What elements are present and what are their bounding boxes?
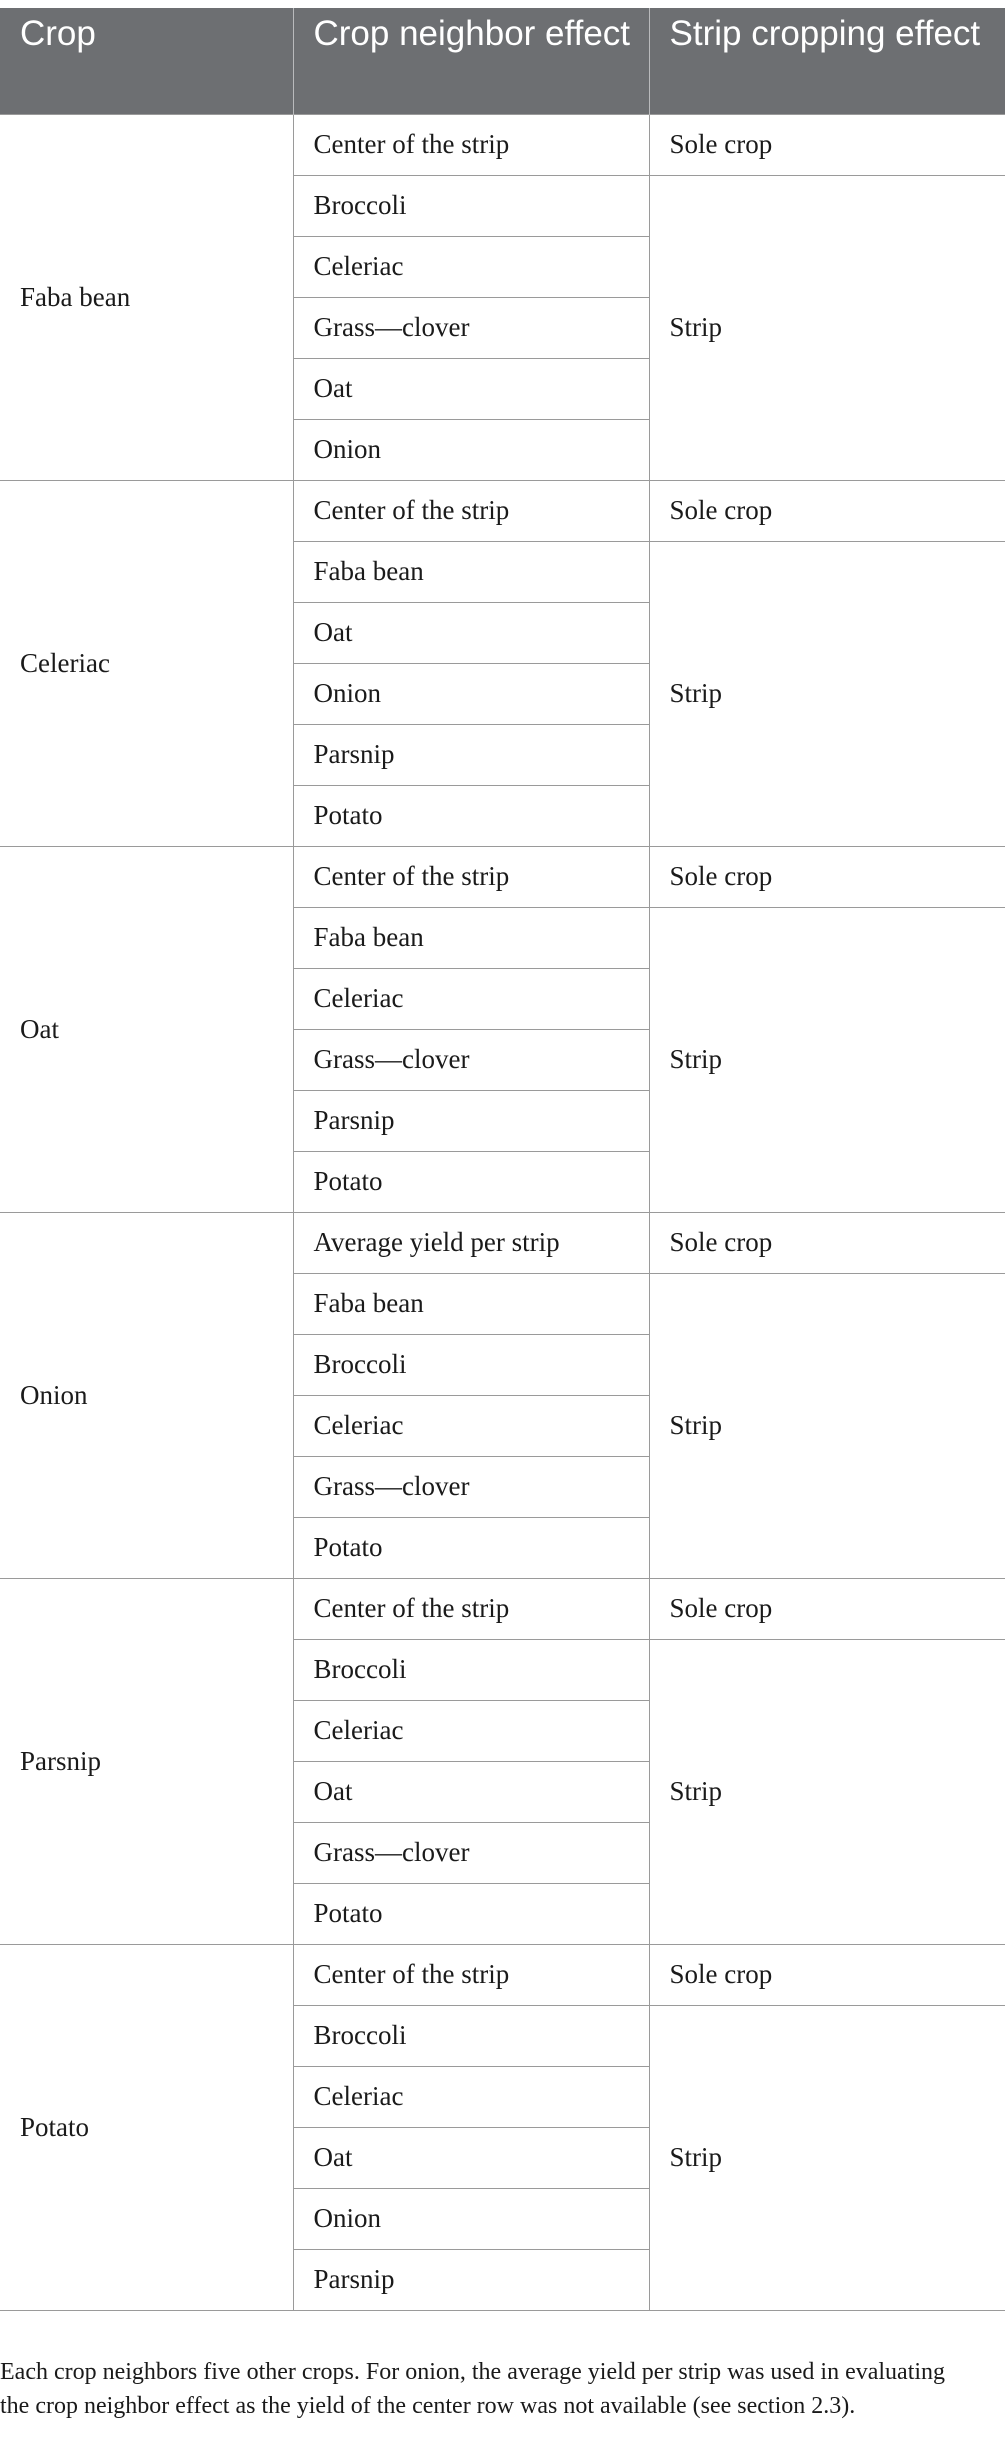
header-row [0,8,1005,114]
neighbor-cell: Grass—clover [293,297,649,358]
neighbor-cell: Parsnip [293,724,649,785]
neighbor-cell: Average yield per strip [293,1212,649,1273]
crop-neighbor-table [0,8,1005,2311]
table-row [0,114,1005,175]
neighbor-cell: Potato [293,1517,649,1578]
sole-crop-effect-cell: Sole crop [649,480,1005,541]
neighbor-cell: Onion [293,663,649,724]
neighbor-cell: Onion [293,2188,649,2249]
neighbor-cell: Grass—clover [293,1456,649,1517]
sole-crop-effect-cell: Sole crop [649,1944,1005,2005]
neighbor-cell: Celeriac [293,1700,649,1761]
table-row [0,480,1005,541]
neighbor-cell: Broccoli [293,1639,649,1700]
crop-name-cell: Faba bean [0,114,293,480]
table-row [0,846,1005,907]
table-header [0,8,1005,114]
table-body [0,114,1005,2310]
neighbor-cell: Parsnip [293,1090,649,1151]
neighbor-cell: Center of the strip [293,1578,649,1639]
neighbor-cell: Oat [293,2127,649,2188]
crop-name-cell: Oat [0,846,293,1212]
table-row [0,1578,1005,1639]
neighbor-cell: Faba bean [293,541,649,602]
neighbor-cell: Center of the strip [293,846,649,907]
strip-effect-cell: Strip [649,1273,1005,1578]
strip-effect-cell: Strip [649,541,1005,846]
sole-crop-effect-cell: Sole crop [649,114,1005,175]
strip-effect-cell: Strip [649,2005,1005,2310]
neighbor-cell: Center of the strip [293,114,649,175]
header-crop: Crop [0,8,293,114]
neighbor-cell: Onion [293,419,649,480]
table-row [0,1212,1005,1273]
table-footnote: Each crop neighbors five other crops. For onion, the average yield per strip was used in evaluating the crop neighbor effect as the yield of the center row was not available (see section 2.3). [0,2359,946,2419]
header-crop-neighbor-effect: Crop neighbor effect [293,8,649,114]
neighbor-cell: Oat [293,602,649,663]
neighbor-cell: Faba bean [293,907,649,968]
crop-name-cell: Celeriac [0,480,293,846]
neighbor-cell: Oat [293,1761,649,1822]
strip-effect-cell: Strip [649,907,1005,1212]
neighbor-cell: Broccoli [293,1334,649,1395]
neighbor-cell: Center of the strip [293,1944,649,2005]
crop-name-cell: Onion [0,1212,293,1578]
neighbor-cell: Faba bean [293,1273,649,1334]
neighbor-cell: Broccoli [293,2005,649,2066]
table-row [0,1944,1005,2005]
sole-crop-effect-cell: Sole crop [649,1212,1005,1273]
crop-name-cell: Parsnip [0,1578,293,1944]
sole-crop-effect-cell: Sole crop [649,846,1005,907]
crop-table-container [0,8,1005,2311]
neighbor-cell: Potato [293,785,649,846]
neighbor-cell: Potato [293,1883,649,1944]
neighbor-cell: Grass—clover [293,1029,649,1090]
strip-effect-cell: Strip [649,175,1005,480]
sole-crop-effect-cell: Sole crop [649,1578,1005,1639]
neighbor-cell: Center of the strip [293,480,649,541]
neighbor-cell: Broccoli [293,175,649,236]
neighbor-cell: Celeriac [293,1395,649,1456]
neighbor-cell: Potato [293,1151,649,1212]
neighbor-cell: Grass—clover [293,1822,649,1883]
crop-name-cell: Potato [0,1944,293,2310]
neighbor-cell: Oat [293,358,649,419]
neighbor-cell: Parsnip [293,2249,649,2310]
strip-effect-cell: Strip [649,1639,1005,1944]
neighbor-cell: Celeriac [293,2066,649,2127]
header-strip-cropping-effect: Strip cropping effect [649,8,1005,114]
neighbor-cell: Celeriac [293,236,649,297]
neighbor-cell: Celeriac [293,968,649,1029]
